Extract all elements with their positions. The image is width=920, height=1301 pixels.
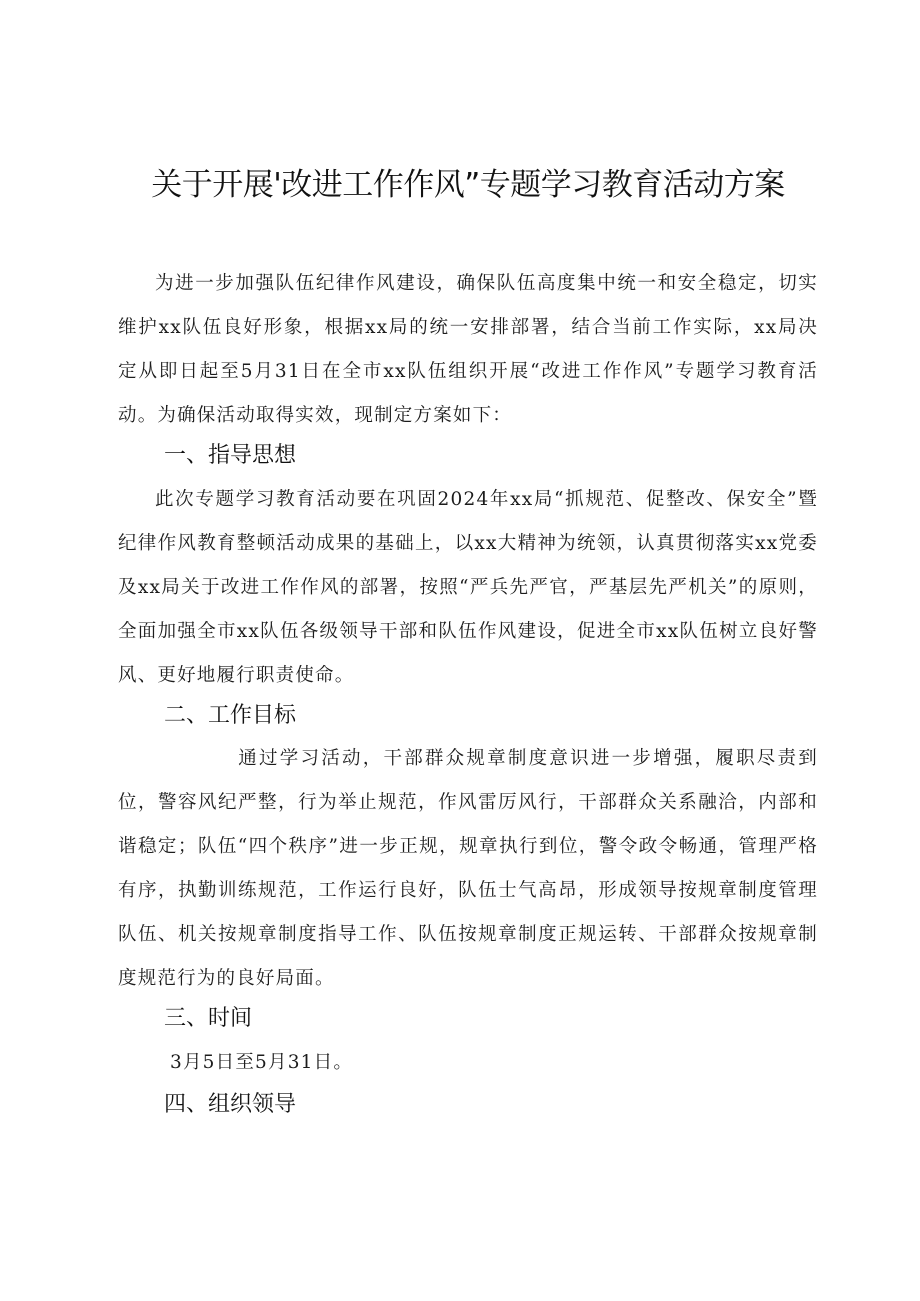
section-body-work-goals: 通过学习活动，干部群众规章制度意识进一步增强，履职尽责到位，警容风纪严整，行为举止规范，作风雷厉风行，干部群众关系融洽，内部和谐稳定；队伍“四个秩序”进一步正规，规章执行到位，警令政令畅通，管理严格有序，执勤训练规范，工作运行良好，队伍士气高昂，形成领导按规章制度管理队伍、机关按规章制度指导工作、队伍按规章制度正规运转、干部群众按规章制度规范行为的良好局面。 (118, 748, 818, 989)
section-body-time: 3月5日至5月31日。 (170, 1052, 354, 1073)
intro-paragraph: 为进一步加强队伍纪律作风建设，确保队伍高度集中统一和安全稳定，切实维护xx队伍良好形象，根据xx局的统一安排部署，结合当前工作实际，xx局决定从即日起至5月31日在全市xx队伍组织开展“改进工作作风”专题学习教育活动。为确保活动取得实效，现制定方案如下： (118, 273, 818, 426)
section-body-guiding-ideology: 此次专题学习教育活动要在巩固2024年xx局“抓规范、促整改、保安全”暨纪律作风教育整顿活动成果的基础上，以xx大精神为统领，认真贯彻落实xx党委及xx局关于改进工作作风的部署，按照“严兵先严官，严基层先严机关”的原则，全面加强全市xx队伍各级领导干部和队伍作风建设，促进全市xx队伍树立良好警风、更好地履行职责使命。 (118, 489, 818, 686)
section-heading-guiding-ideology: 一、指导思想 (164, 443, 297, 468)
document-title: 关于开展'改进工作作风”专题学习教育活动方案 (151, 167, 785, 203)
section-heading-work-goals: 二、工作目标 (164, 703, 297, 728)
section-heading-organization: 四、组织领导 (164, 1092, 297, 1117)
section-heading-time: 三、时间 (164, 1006, 253, 1031)
